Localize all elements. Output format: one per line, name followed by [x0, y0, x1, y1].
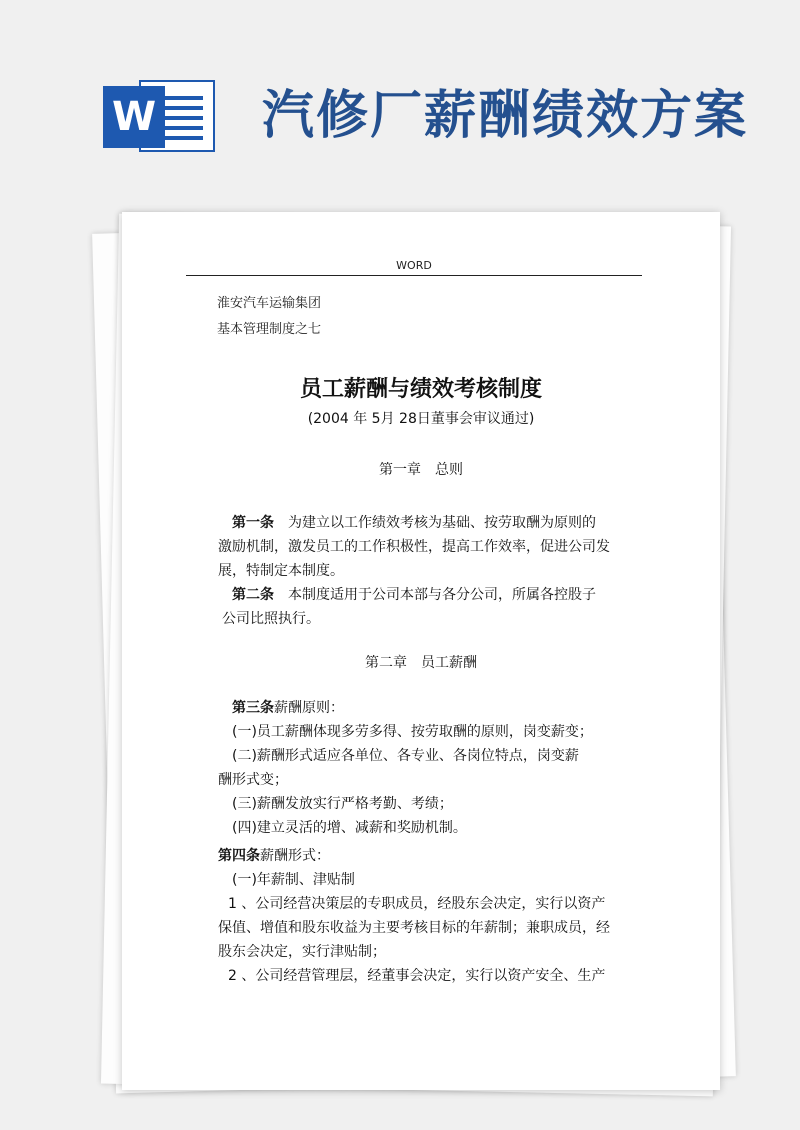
list-item: 股东会决定，实行津贴制；	[218, 944, 386, 960]
list-item: 2 、公司经营管理层，经董事会决定，实行以资产安全、生产	[228, 968, 606, 984]
list-item: 酬形式变；	[218, 772, 288, 788]
regulation-series: 基本管理制度之七	[217, 322, 322, 337]
article-label: 第一条	[232, 515, 274, 531]
list-item: 1 、公司经营决策层的专职成员，经股东会决定，实行以资产	[228, 896, 606, 912]
article-label: 第二条	[232, 587, 274, 603]
chapter-heading: 第一章 总则	[379, 462, 463, 478]
list-item: (二)薪酬形式适应各单位、各专业、各岗位特点，岗变薪	[232, 748, 579, 764]
article-text: 激励机制，激发员工的工作积极性，提高工作效率，促进公司发	[218, 539, 610, 555]
article-text: 本制度适用于公司本部与各分公司，所属各控股子	[274, 587, 596, 603]
article-1	[218, 511, 648, 583]
list-item: (三)薪酬发放实行严格考勤、考绩；	[232, 796, 453, 812]
banner	[0, 0, 800, 200]
document-title: 员工薪酬与绩效考核制度	[299, 377, 542, 402]
article-label: 第三条	[232, 700, 274, 716]
article-text: 为建立以工作绩效考核为基础、按劳取酬为原则的	[274, 515, 596, 531]
article-2	[218, 583, 648, 631]
article-text: 薪酬形式：	[260, 848, 330, 864]
document-page	[122, 212, 720, 1090]
word-icon-letter: W	[103, 86, 165, 148]
article-text: 展，特制定本制度。	[218, 563, 344, 579]
org-name: 淮安汽车运输集团	[217, 296, 322, 311]
list-item: (一)年薪制、津贴制	[232, 872, 355, 888]
list-item: 保值、增值和股东收益为主要考核目标的年薪制；兼职成员，经	[218, 920, 610, 936]
page-header: WORD	[186, 259, 642, 276]
list-item: (一)员工薪酬体现多劳多得、按劳取酬的原则，岗变薪变；	[232, 724, 593, 740]
article-4	[218, 844, 648, 988]
document-subtitle: (2004 年 5月 28日董事会审议通过)	[307, 411, 535, 427]
word-icon	[103, 80, 223, 152]
list-item: (四)建立灵活的增、减薪和奖励机制。	[232, 820, 467, 836]
article-3	[218, 696, 648, 840]
article-text: 薪酬原则：	[274, 700, 344, 716]
banner-title: 汽修厂薪酬绩效方案	[262, 85, 749, 146]
chapter-heading: 第二章 员工薪酬	[365, 655, 477, 671]
article-text: 公司比照执行。	[222, 611, 320, 627]
article-label: 第四条	[218, 848, 260, 864]
